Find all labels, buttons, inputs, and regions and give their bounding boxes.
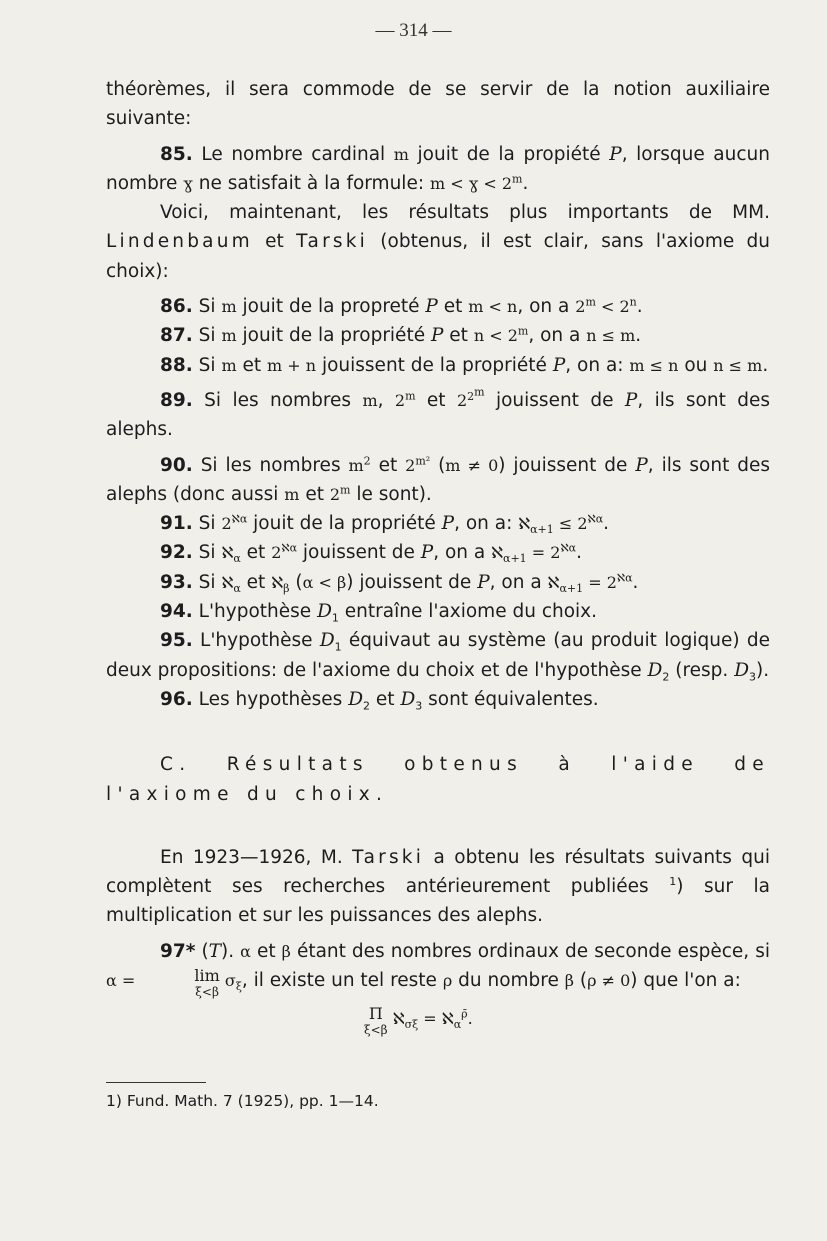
- section-heading: C. Résultats obtenus à l'aide de l'axiome du choix.: [106, 754, 770, 805]
- item-number: 87.: [160, 325, 193, 347]
- paragraph-94: 94. L'hypothèse $D_1$ entraîne l'axiome du choix.: [160, 601, 598, 625]
- page-number: — 314 —: [375, 20, 452, 41]
- item-number: 97*: [160, 940, 196, 962]
- paragraph: Voici, maintenant, les résultats plus importants de MM. Lindenbaum et Tarski (obtenus, il est clair, sans l'axiome du choix):: [106, 202, 770, 282]
- item-number: 90.: [160, 454, 193, 476]
- item-number: 92.: [160, 542, 193, 564]
- item-number: 95.: [160, 630, 193, 652]
- footnote: [106, 1092, 379, 1110]
- footnote-text: Fund. Math. 7 (1925), pp. 1—14.: [126, 1092, 379, 1110]
- item-number: 89.: [160, 389, 193, 411]
- paragraph-92: 92. Si ℵ$_\alpha$ et $2^{ℵ\alpha}$ jouissent de P, on a ℵ$_{\alpha+1}$ = $2^{ℵ\alpha}$.: [160, 542, 582, 566]
- item-number: 93.: [160, 571, 193, 593]
- author-name: Tarski: [352, 846, 425, 868]
- paragraph: En 1923—1926, M. Tarski a obtenu les résultats suivants qui complètent ses recherches antérieurement publiées $^1$) sur la multiplication et sur les puissances des alephs.: [106, 846, 770, 927]
- paragraph-86: 86. Si m jouit de la propreté P et m < n, on a $2^m < 2^n$.: [160, 295, 643, 318]
- item-number: 85.: [160, 143, 193, 165]
- paragraph-90: 90. Si les nombres $m^2$ et $2^{m^2}$ (m ≠ 0) jouissent de P, ils sont des alephs (donc aussi m et 2$^m$ le sont).: [106, 454, 771, 505]
- item-number: 91.: [160, 513, 193, 535]
- paragraph-93: 93. Si ℵ$_\alpha$ et ℵ$_\beta$ (α < β) jouissent de P, on a ℵ$_{\alpha+1}$ = $2^{ℵ\alpha}$.: [160, 571, 639, 595]
- author-name: Tarski: [296, 231, 368, 253]
- item-number: 88.: [160, 354, 193, 376]
- item-number: 86.: [160, 296, 193, 318]
- footnote-rule: [106, 1082, 206, 1083]
- footnote-mark: 1): [106, 1092, 122, 1110]
- paragraph-91: 91. Si $2^{ℵ\alpha}$ jouit de la propriété P, on a: ℵ$_{\alpha+1}$ ≤ $2^{ℵ\alpha}$.: [160, 512, 610, 537]
- body-text: [106, 75, 770, 1036]
- paragraph: théorèmes, il sera commode de se servir de la notion auxiliaire suivante:: [106, 79, 770, 130]
- paragraph-95: 95. L'hypothèse $D_1$ équivaut au système (au produit logique) de deux propositions: de l'axiome du choix et de l'hypothèse $D_2$ (resp. $D_3$).: [106, 630, 770, 684]
- item-number: 96.: [160, 688, 193, 710]
- paragraph-85: 85. Le nombre cardinal m jouit de la propiété P, lorsque aucun nombre ɣ ne satisfait à la formule: m < ɣ < $2^m$.: [106, 143, 770, 194]
- paragraph-96: 96. Les hypothèses $D_2$ et $D_3$ sont équivalentes.: [160, 688, 599, 713]
- formula: Π ξ<β ℵ$_{\sigma\xi}$ = ℵ$_\alpha^{\rhō}$.: [364, 1004, 473, 1038]
- paragraph-89: 89. Si les nombres m, 2$^m$ et $2^{2^m}$ jouissent de P, ils sont des alephs.: [106, 384, 770, 441]
- paragraph-97: 97* (T). α et β étant des nombres ordinaux de seconde espèce, si α = lim ξ<β $\sigma_\xi$, il existe un tel reste ρ du nombre β (ρ ≠ 0) que l'on a:: [106, 940, 770, 1000]
- paragraph-88: 88. Si m et m + n jouissent de la propriété P, on a: m ≤ n ou n ≤ m.: [160, 354, 769, 376]
- author-name: Lindenbaum: [106, 231, 253, 253]
- paragraph-87: 87. Si m jouit de la propriété P et $n < 2^m$, on a n ≤ m.: [160, 325, 642, 347]
- item-number: 94.: [160, 601, 193, 623]
